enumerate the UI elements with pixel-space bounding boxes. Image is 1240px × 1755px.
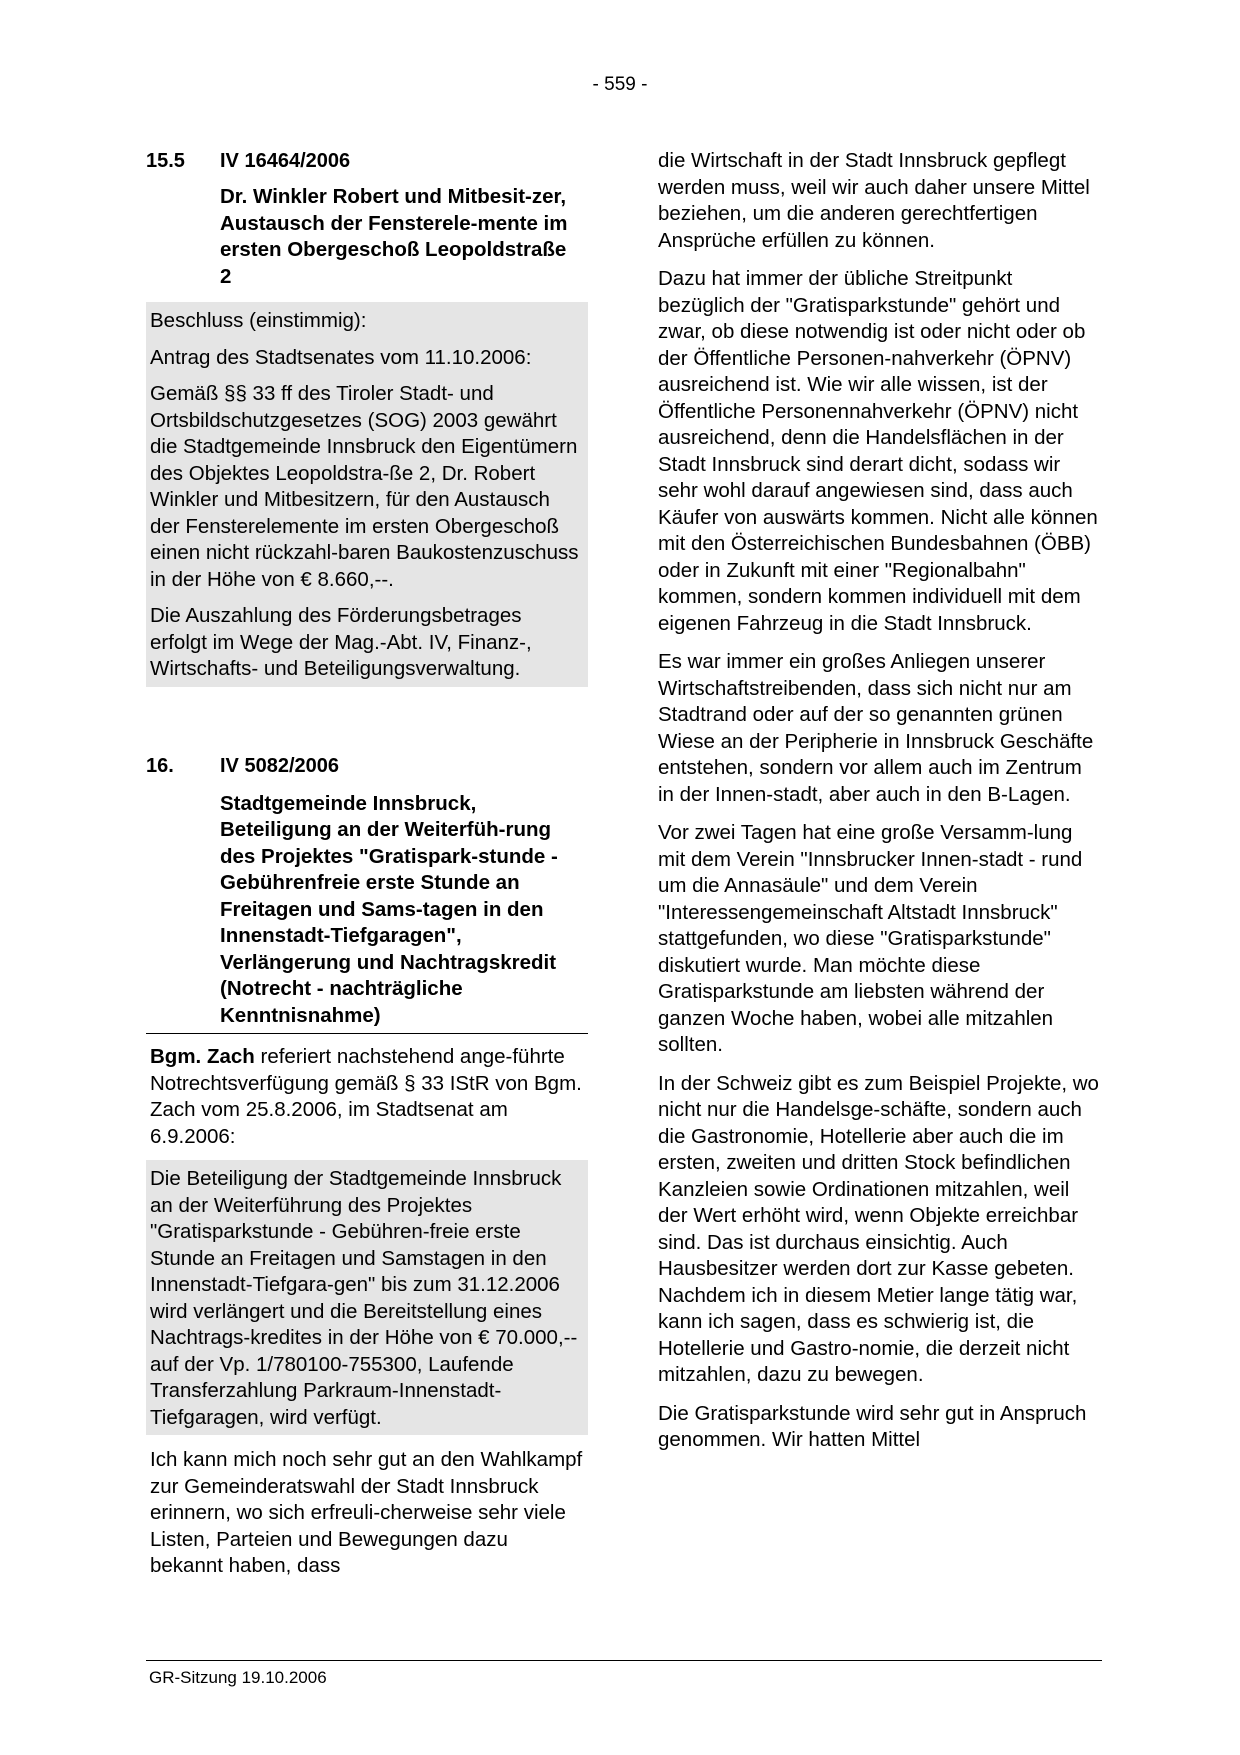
speech-paragraph: In der Schweiz gibt es zum Beispiel Projekte, wo nicht nur die Handelsge-schäfte, sondern auch die Gastronomie, Hotellerie aber auch die im ersten, zweiten und dritten Stock befindlichen Kanzleien sowie Ordinationen mitzahlen, weil der Wert erhöht wird, wenn Objekte erreichbar sind. Das ist durchaus einsichtig. Auch Hausbesitzer werden dort zur Kasse gebeten. Nachdem ich in diesem Metier lange tätig war, kann ich sagen, dass es schwierig ist, die Hotellerie und Gastro-nomie, die derzeit nicht mitzahlen, dazu zu bewegen. [658, 1071, 1099, 1386]
page-number: - 559 - [592, 74, 648, 95]
item-15-5-header [146, 148, 588, 174]
speech-paragraph: Vor zwei Tagen hat eine große Versamm-lung mit dem Verein "Innsbrucker Innen-stadt - rund um die Annasäule" und dem Verein "Interessengemeinschaft Altstadt Innsbruck" stattgefunden, wo diese "Gratisparkstunde" diskutiert wurde. Man möchte diese Gratisparkstunde am liebsten während der ganzen Woche haben, wobei alle mitzahlen sollten. [658, 821, 1083, 1056]
speaker-intro [146, 1044, 588, 1150]
decree-block [146, 1160, 588, 1435]
speech-paragraph: Die Gratisparkstunde wird sehr gut in Anspruch genommen. Wir hatten Mittel [658, 1401, 1087, 1451]
item-title: Dr. Winkler Robert und Mitbesit-zer, Austausch der Fensterele-mente im ersten Obergeschoß Leopoldstraße 2 [220, 185, 568, 288]
footer-session: GR-Sitzung 19.10.2006 [149, 1668, 327, 1687]
payment-text: Die Auszahlung des Förderungsbetrages erfolgt im Wege der Mag.-Abt. IV, Finanz-, Wirtschafts- und Beteiligungsverwaltung. [150, 604, 532, 680]
item-reference: IV 5082/2006 [220, 754, 339, 777]
speech-paragraph: Es war immer ein großes Anliegen unserer Wirtschaftstreibenden, dass sich nicht nur am Stadtrand oder auf der so genannten grünen Wiese an der Peripherie in Innsbruck Geschäfte entstehen, sondern vor allem auch im Zentrum in der Innen-stadt, aber auch in den B-Lagen. [658, 650, 1094, 806]
item-title-block [146, 791, 588, 1035]
speaker-intro-text: referiert nachstehend ange-führte Notrechtsverfügung gemäß § 33 IStR von Bgm. Zach vom 25.8.2006, im Stadtsenat am 6.9.2006: [150, 1045, 582, 1148]
left-column [146, 148, 588, 1590]
resolution-label: Beschluss (einstimmig): [150, 309, 367, 332]
item-title: Stadtgemeinde Innsbruck, Beteiligung an der Weiterfüh-rung des Projektes "Gratispark-stunde - Gebührenfreie erste Stunde an Freitagen und Sams-tagen in den Innenstadt-Tiefgaragen", Verlängerung und Nachtragskredit (Notrecht - nachträgliche Kenntnisnahme) [220, 791, 558, 1027]
right-column [658, 148, 1102, 1466]
speech-paragraph: Ich kann mich noch sehr gut an den Wahlkampf zur Gemeinderatswahl der Stadt Innsbruck erinnern, wo sich erfreuli-cherweise sehr viele Listen, Parteien und Bewegungen dazu bekannt haben, dass [150, 1448, 583, 1577]
resolution-block [146, 302, 588, 687]
item-number: 16. [146, 754, 174, 777]
motion-label: Antrag des Stadtsenates vom 11.10.2006: [150, 345, 532, 369]
footer-divider [146, 1660, 1102, 1661]
speech-paragraph: Dazu hat immer der übliche Streitpunkt bezüglich der "Gratisparkstunde" gehört und zwar, ob diese notwendig ist oder nicht oder ob der Öffentliche Personen-nahverkehr (ÖPNV) ausreichend ist. Wie wir alle wissen, ist der Öffentliche Personennahverkehr (ÖPNV) nicht ausreichend, denn die Handelsflächen in der Stadt Innsbruck sind derart dicht, sodass wir sehr wohl darauf angewiesen sind, dass auch Käufer von auswärts kommen. Nicht alle können mit den Österreichischen Bundesbahnen (ÖBB) oder in Zukunft mit einer "Regionalbahn" kommen, sondern kommen individuell mit dem eigenen Fahrzeug in die Stadt Innsbruck. [658, 267, 1098, 635]
item-reference: IV 16464/2006 [220, 150, 351, 172]
resolution-text: Gemäß §§ 33 ff des Tiroler Stadt- und Ortsbildschutzgesetzes (SOG) 2003 gewährt die Stadtgemeinde Innsbruck den Eigentümern des Objektes Leopoldstra-ße 2, Dr. Robert Winkler und Mitbesitzern, für den Austausch der Fensterelemente im ersten Obergeschoß einen nicht rückzahl-baren Baukostenzuschuss in der Höhe von € 8.660,--. [150, 382, 579, 591]
decree-text: Die Beteiligung der Stadtgemeinde Innsbruck an der Weiterführung des Projektes "Gratisparkstunde - Gebühren-freie erste Stunde an Freitagen und Samstagen in den Innenstadt-Tiefgara-gen" bis zum 31.12.2006 wird verlängert und die Bereitstellung eines Nachtrags-kredites in der Höhe von € 70.000,-- auf der Vp. 1/780100-755300, Laufende Transferzahlung Parkraum-Innenstadt-Tiefgaragen, wird verfügt. [150, 1167, 578, 1429]
speech-paragraph: die Wirtschaft in der Stadt Innsbruck gepflegt werden muss, weil wir auch daher unsere Mittel beziehen, um die anderen gerechtfertigen Ansprüche erfüllen zu können. [658, 149, 1090, 252]
item-number: 15.5 [146, 150, 185, 172]
item-16-header [146, 753, 588, 779]
speaker-name: Bgm. Zach [150, 1045, 255, 1068]
